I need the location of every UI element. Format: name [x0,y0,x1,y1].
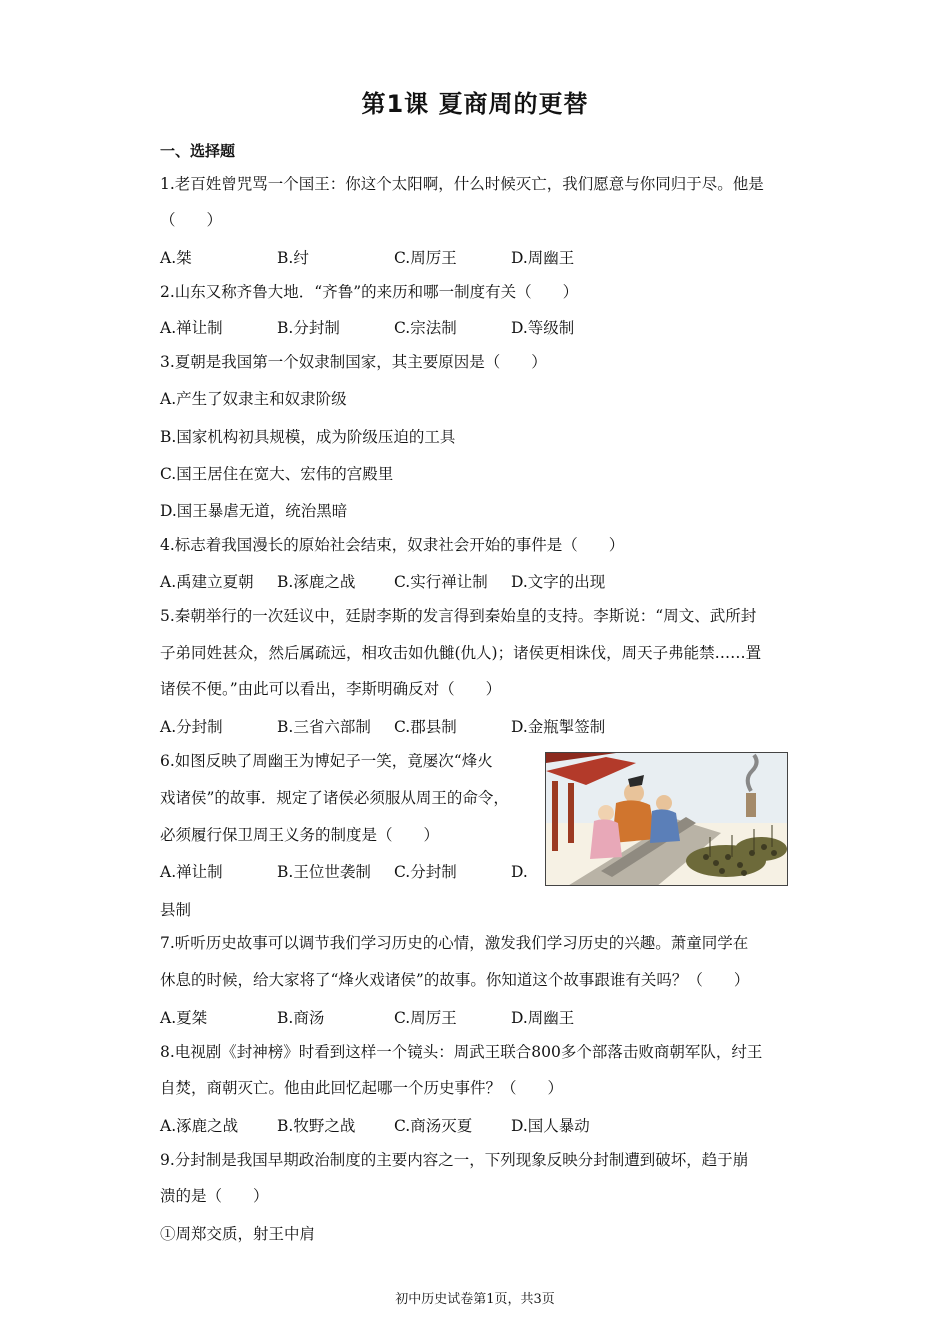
question-8-line-1: 8.电视剧《封神榜》时看到这样一个镜头：周武王联合800多个部落击败商朝军队，纣王 [160,1043,763,1061]
question-5-line-2: 子弟同姓甚众，然后属疏远，相攻击如仇雠(仇人)；诸侯更相诛伐，周天子弗能禁……置 [160,644,762,662]
option-c[interactable]: C.商汤灭夏 [394,1117,473,1135]
option-b[interactable]: B.涿鹿之战 [277,573,356,591]
option-a[interactable]: A.禅让制 [160,319,223,337]
option-d[interactable]: D.国人暴动 [511,1117,590,1135]
question-4-line-1: 4.标志着我国漫长的原始社会结束，奴隶社会开始的事件是（ ） [160,536,625,554]
option-c[interactable]: C.周厉王 [394,249,457,267]
question-9-line-2: 溃的是（ ） [160,1187,269,1205]
option-d[interactable]: D.国王暴虐无道，统治黑暗 [160,502,348,520]
question-7-line-2: 休息的时候，给大家将了“烽火戏诸侯”的故事。你知道这个故事跟谁有关吗？（ ） [160,971,750,989]
option-a[interactable]: A.禅让制 [160,863,223,881]
question-6-line-3: 必须履行保卫周王义务的制度是（ ） [160,826,440,844]
option-d[interactable]: D.文字的出现 [511,573,606,591]
question-1-line-1: 1.老百姓曾咒骂一个国王：你这个太阳啊，什么时候灭亡，我们愿意与你同归于尽。他是 [160,175,764,193]
option-a[interactable]: A.分封制 [160,718,223,736]
option-a[interactable]: A.产生了奴隶主和奴隶阶级 [160,390,347,408]
option-d[interactable]: D.金瓶掣签制 [511,718,606,736]
question-6-line-1: 6.如图反映了周幽王为博妃子一笑，竟屡次“烽火 [160,752,493,770]
page-title: 第1课 夏商周的更替 [361,90,589,118]
section-heading: 一、选择题 [160,142,236,160]
option-a[interactable]: A.夏桀 [160,1009,208,1027]
option-c[interactable]: C.国王居住在宽大、宏伟的宫殿里 [160,465,394,483]
option-d[interactable]: D.周幽王 [511,249,575,267]
option-c[interactable]: C.周厉王 [394,1009,457,1027]
question-8-line-2: 自焚，商朝灭亡。他由此回忆起哪一个历史事件？（ ） [160,1079,564,1097]
option-b[interactable]: B.分封制 [277,319,340,337]
option-d[interactable]: D.周幽王 [511,1009,575,1027]
beacon-fire-illustration-icon [545,752,788,886]
page-footer: 初中历史试卷第1页，共3页 [395,1292,555,1307]
option-b[interactable]: B.纣 [277,249,309,267]
option-b[interactable]: B.三省六部制 [277,718,371,736]
option-b[interactable]: B.王位世袭制 [277,863,371,881]
option-a[interactable]: A.涿鹿之战 [160,1117,239,1135]
question-9-line-1: 9.分封制是我国早期政治制度的主要内容之一，下列现象反映分封制遭到破坏，趋于崩 [160,1151,749,1169]
question-7-line-1: 7.听听历史故事可以调节我们学习历史的心情，激发我们学习历史的兴趣。萧童同学在 [160,934,749,952]
option-b[interactable]: B.商汤 [277,1009,325,1027]
option-b[interactable]: B.牧野之战 [277,1117,356,1135]
option-b[interactable]: B.国家机构初具规模，成为阶级压迫的工具 [160,428,456,446]
question-5-line-1: 5.秦朝举行的一次廷议中，廷尉李斯的发言得到秦始皇的支持。李斯说：“周文、武所封 [160,607,757,625]
option-d[interactable]: D. [511,863,528,881]
question-3-line-1: 3.夏朝是我国第一个奴隶制国家，其主要原因是（ ） [160,353,547,371]
question-2-line-1: 2.山东又称齐鲁大地．“齐鲁”的来历和哪一制度有关（ ） [160,283,579,301]
option-a[interactable]: A.桀 [160,249,192,267]
question-9-item-1: ①周郑交质，射王中肩 [160,1225,316,1243]
option-c[interactable]: C.郡县制 [394,718,457,736]
option-c[interactable]: C.实行禅让制 [394,573,488,591]
question-6-line-2: 戏诸侯”的故事．规定了诸侯必须服从周王的命令， [160,789,509,807]
question-1-line-2: （ ） [160,211,223,229]
question-5-line-3: 诸侯不便。”由此可以看出，李斯明确反对（ ） [160,680,502,698]
option-d-continuation: 县制 [160,901,192,919]
option-c[interactable]: C.分封制 [394,863,457,881]
option-c[interactable]: C.宗法制 [394,319,457,337]
option-a[interactable]: A.禹建立夏朝 [160,573,254,591]
option-d[interactable]: D.等级制 [511,319,575,337]
